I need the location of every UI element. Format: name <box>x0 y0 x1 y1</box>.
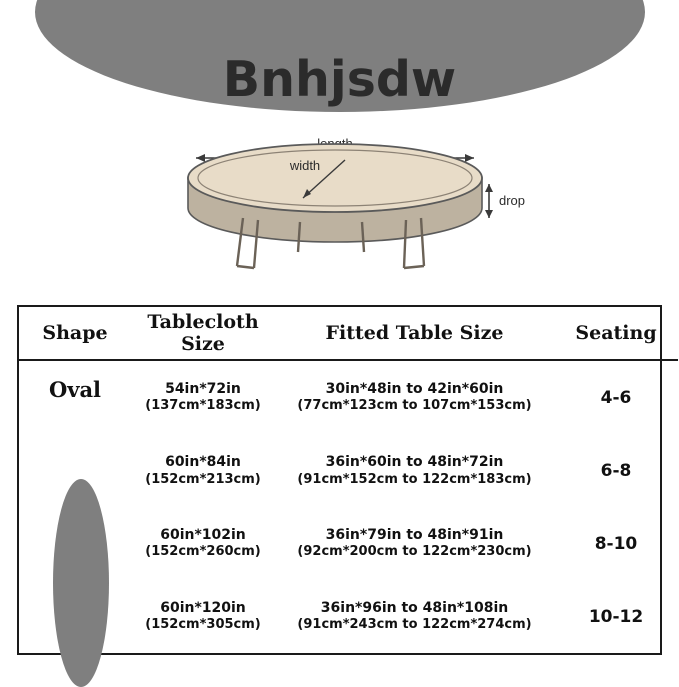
table-row <box>19 360 678 435</box>
seating-cell <box>554 507 678 580</box>
tablecloth-size-main: 54in*72in <box>165 380 241 397</box>
table-top-ellipse <box>188 144 482 212</box>
seating-cell <box>554 435 678 508</box>
seating-value: 4-6 <box>600 387 632 408</box>
fitted-size-metric: (91cm*152cm to 122cm*183cm) <box>297 471 532 487</box>
seating-value: 10-12 <box>588 606 644 627</box>
header-seating: Seating <box>554 307 678 360</box>
seating-value: 8-10 <box>594 533 638 554</box>
fitted-size-metric: (91cm*243cm to 122cm*274cm) <box>297 617 532 633</box>
fitted-size-cell <box>275 580 554 653</box>
fitted-size-cell <box>275 360 554 435</box>
header-shape: Shape <box>19 307 131 360</box>
oval-shape-icon <box>53 479 109 687</box>
size-chart-table <box>17 305 662 655</box>
oval-table-diagram <box>0 126 679 296</box>
seating-value: 6-8 <box>600 461 632 482</box>
tablecloth-size-main: 60in*84in <box>165 454 241 471</box>
shape-label: Oval <box>48 377 102 402</box>
fitted-size-metric: (77cm*123cm to 107cm*153cm) <box>297 398 532 414</box>
fitted-size-metric: (92cm*200cm to 122cm*230cm) <box>297 544 532 560</box>
tablecloth-size-main: 60in*120in <box>160 599 246 616</box>
header-tablecloth-size <box>131 307 275 360</box>
header-tablecloth-line2: Size <box>181 333 225 355</box>
width-label: width <box>289 158 321 173</box>
fitted-size-cell <box>275 507 554 580</box>
header-banner <box>35 0 645 112</box>
tablecloth-size-metric: (137cm*183cm) <box>145 398 261 414</box>
table-header-row <box>19 307 678 360</box>
shape-cell <box>19 360 131 653</box>
tablecloth-size-cell <box>131 360 275 435</box>
seating-cell <box>554 580 678 653</box>
header-tablecloth-line1: Tablecloth <box>147 311 259 333</box>
tablecloth-size-metric: (152cm*260cm) <box>145 544 261 560</box>
page-title: Bnhjsdw <box>222 51 457 108</box>
tablecloth-size-cell <box>131 580 275 653</box>
fitted-size-main: 36in*79in to 48in*91in <box>325 526 504 543</box>
tablecloth-size-cell <box>131 507 275 580</box>
drop-label: drop <box>499 193 526 208</box>
seating-cell <box>554 360 678 435</box>
fitted-size-main: 36in*60in to 48in*72in <box>325 454 504 471</box>
tablecloth-size-metric: (152cm*213cm) <box>145 471 261 487</box>
size-chart <box>19 307 678 653</box>
tablecloth-size-cell <box>131 435 275 508</box>
tablecloth-size-metric: (152cm*305cm) <box>145 617 261 633</box>
fitted-size-main: 30in*48in to 42in*60in <box>325 380 504 397</box>
drop-dimension-arrow <box>485 184 493 218</box>
header-fitted-table-size: Fitted Table Size <box>275 307 554 360</box>
tablecloth-size-main: 60in*102in <box>160 526 246 543</box>
fitted-size-main: 36in*96in to 48in*108in <box>320 599 509 616</box>
fitted-size-cell <box>275 435 554 508</box>
